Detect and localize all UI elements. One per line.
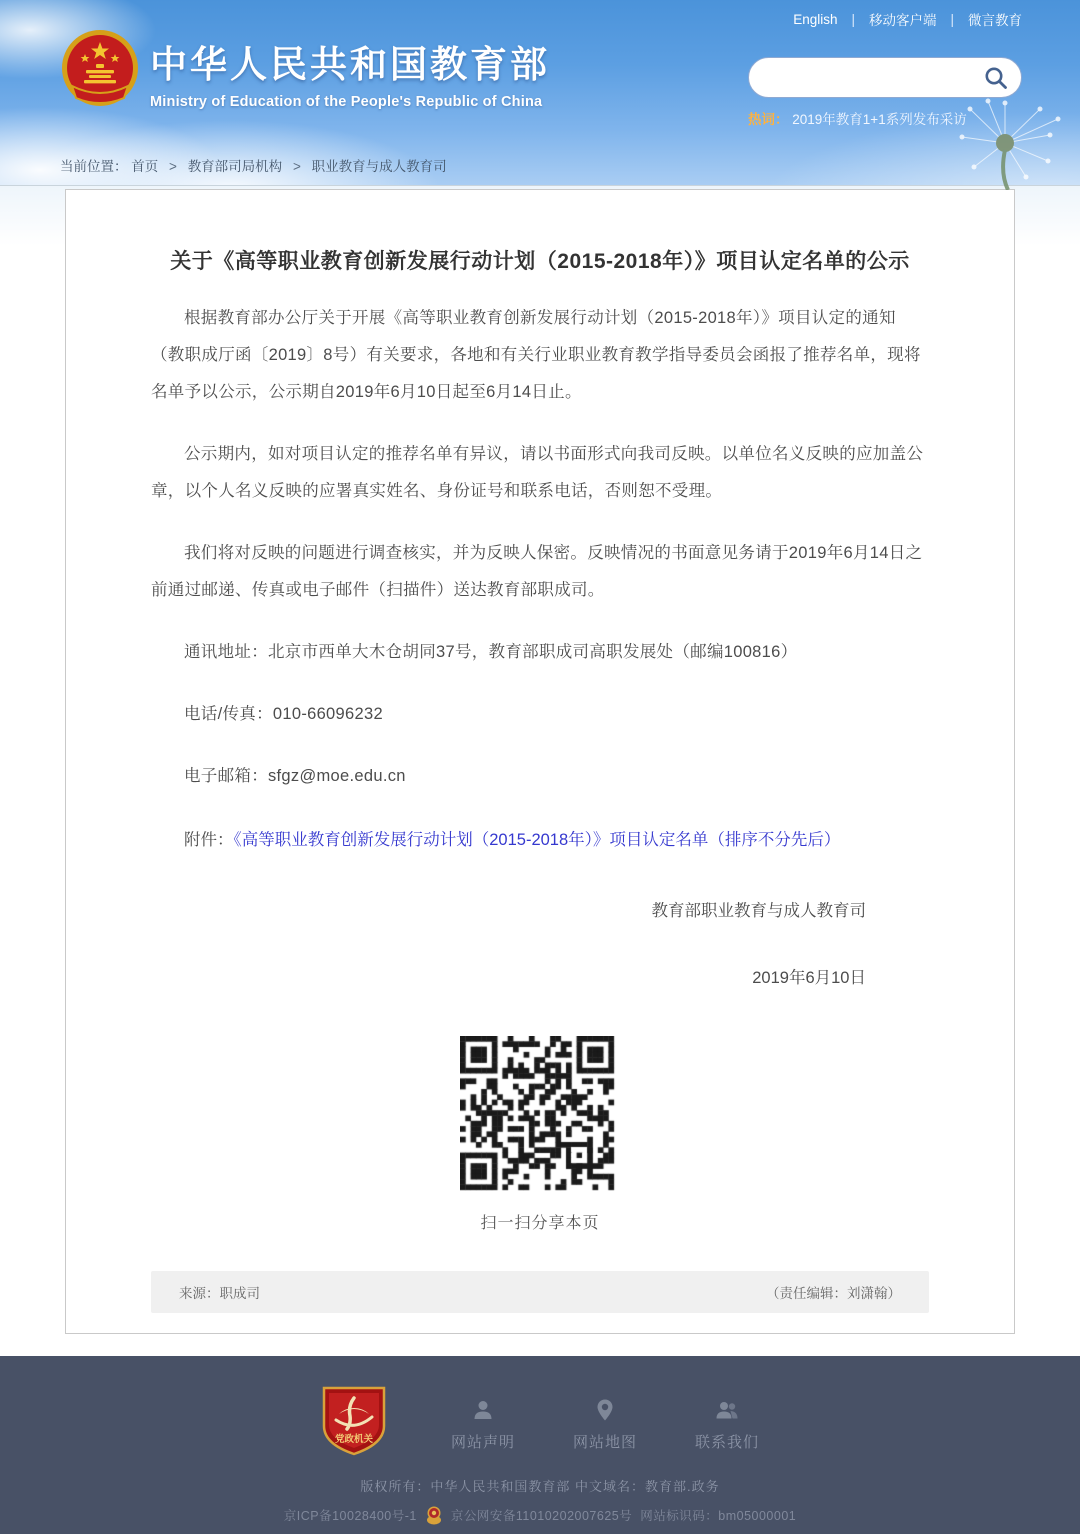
- article-editor: （责任编辑：刘潇翰）: [766, 1286, 901, 1301]
- source-bar: [151, 1271, 929, 1313]
- article-paragraph: 公示期内，如对项目认定的推荐名单有异议，请以书面形式向我司反映。以单位名义反映的应加盖公章，以个人名义反映的应署真实姓名、身份证号和联系电话，否则恕不受理。: [151, 445, 924, 500]
- qr-code: [460, 1036, 620, 1191]
- breadcrumb-label: 当前位置：: [60, 159, 128, 174]
- qr-caption: 扫一扫分享本页: [480, 1215, 600, 1232]
- breadcrumb-current[interactable]: 职业教育与成人教育司: [311, 159, 447, 174]
- hot-words: [748, 108, 1022, 128]
- breadcrumb-home[interactable]: 首页: [131, 159, 159, 174]
- gov-agency-badge[interactable]: [321, 1384, 387, 1456]
- footer-site-code: 网站标识码：bm05000001: [640, 1509, 797, 1523]
- breadcrumb-separator: >: [169, 159, 177, 174]
- attachment-label: 附件：: [184, 831, 234, 849]
- footer-icp-number: 京ICP备10028400号-1: [283, 1509, 417, 1523]
- footer-item-label: 联系我们: [695, 1434, 760, 1451]
- search-bar: [748, 57, 1022, 98]
- site-brand: [150, 34, 550, 110]
- article-address-line: 通讯地址：北京市西单大木仓胡同37号，教育部职成司高职发展处（邮编100816）: [184, 643, 798, 661]
- signature-date: 2019年6月10日: [752, 969, 866, 987]
- breadcrumb-dept[interactable]: 教育部司局机构: [187, 159, 283, 174]
- map-pin-icon: [593, 1398, 617, 1422]
- qr-share-block: [151, 1036, 929, 1233]
- article-paragraph: 我们将对反映的问题进行调查核实，并为反映人保密。反映情况的书面意见务请于2019年6月14日之前通过邮递、传真或电子邮件（扫描件）送达教育部职成司。: [151, 544, 923, 599]
- breadcrumb: [60, 155, 447, 175]
- site-subtitle: Ministry of Education of the People's Republic of China: [150, 94, 543, 110]
- search-input[interactable]: [767, 70, 983, 86]
- user-icon: [471, 1398, 495, 1422]
- footer-copyright: 版权所有：中华人民共和国教育部 中文域名：教育部.政务: [360, 1479, 720, 1494]
- signature-block: [151, 897, 929, 988]
- users-icon: [715, 1398, 739, 1422]
- footer-item-statement[interactable]: [451, 1398, 515, 1456]
- link-english[interactable]: English: [793, 11, 838, 27]
- footer-item-label: 网站声明: [450, 1434, 515, 1451]
- link-mobile-client[interactable]: 移动客户端: [868, 13, 937, 28]
- main-area: [0, 186, 1080, 1356]
- link-separator: |: [851, 11, 855, 27]
- footer-item-label: 网站地图: [572, 1434, 637, 1451]
- site-title: 中华人民共和国教育部: [150, 44, 550, 85]
- top-utility-links: [793, 9, 1022, 29]
- attachment-line: [151, 822, 929, 859]
- hot-words-label: 热词：: [748, 112, 789, 127]
- article-card: [65, 189, 1015, 1334]
- site-header: [0, 0, 1080, 186]
- article-paragraph: 根据教育部办公厅关于开展《高等职业教育创新发展行动计划（2015-2018年）》项目认定的通知（教职成厅函〔2019〕8号）有关要求，各地和有关行业职业教育教学指导委员会函报了推荐名单，现将名单予以公示，公示期自2019年6月10日起至6月14日止。: [151, 309, 921, 401]
- hot-word-link[interactable]: 2019年教育1+1系列发布采访: [792, 112, 967, 127]
- footer-security-number: 京公网安备11010202007625号: [450, 1509, 633, 1523]
- site-footer: [0, 1356, 1080, 1534]
- svg-text:党政机关: 党政机关: [334, 1434, 373, 1445]
- breadcrumb-separator: >: [292, 159, 301, 174]
- search-icon[interactable]: [983, 65, 1009, 91]
- footer-item-sitemap[interactable]: [573, 1398, 637, 1456]
- footer-registration-line: [0, 1505, 1080, 1525]
- article-phone-line: 电话/传真：010-66096232: [184, 705, 383, 723]
- signature-department: 教育部职业教育与成人教育司: [651, 902, 866, 920]
- article-source: 来源：职成司: [179, 1286, 260, 1301]
- attachment-link[interactable]: 《高等职业教育创新发展行动计划（2015-2018年）》项目认定名单（排序不分先后）: [233, 831, 841, 849]
- article-title: 关于《高等职业教育创新发展行动计划（2015-2018年）》项目认定名单的公示: [170, 250, 910, 273]
- link-weiyan-education[interactable]: 微言教育: [968, 13, 1022, 28]
- article-email-line: 电子邮箱：sfgz@moe.edu.cn: [184, 767, 406, 785]
- footer-item-contact[interactable]: [695, 1398, 759, 1456]
- footer-nav: [0, 1384, 1080, 1456]
- national-emblem: [60, 28, 140, 112]
- link-separator: |: [950, 11, 954, 27]
- police-badge-icon: [425, 1505, 443, 1525]
